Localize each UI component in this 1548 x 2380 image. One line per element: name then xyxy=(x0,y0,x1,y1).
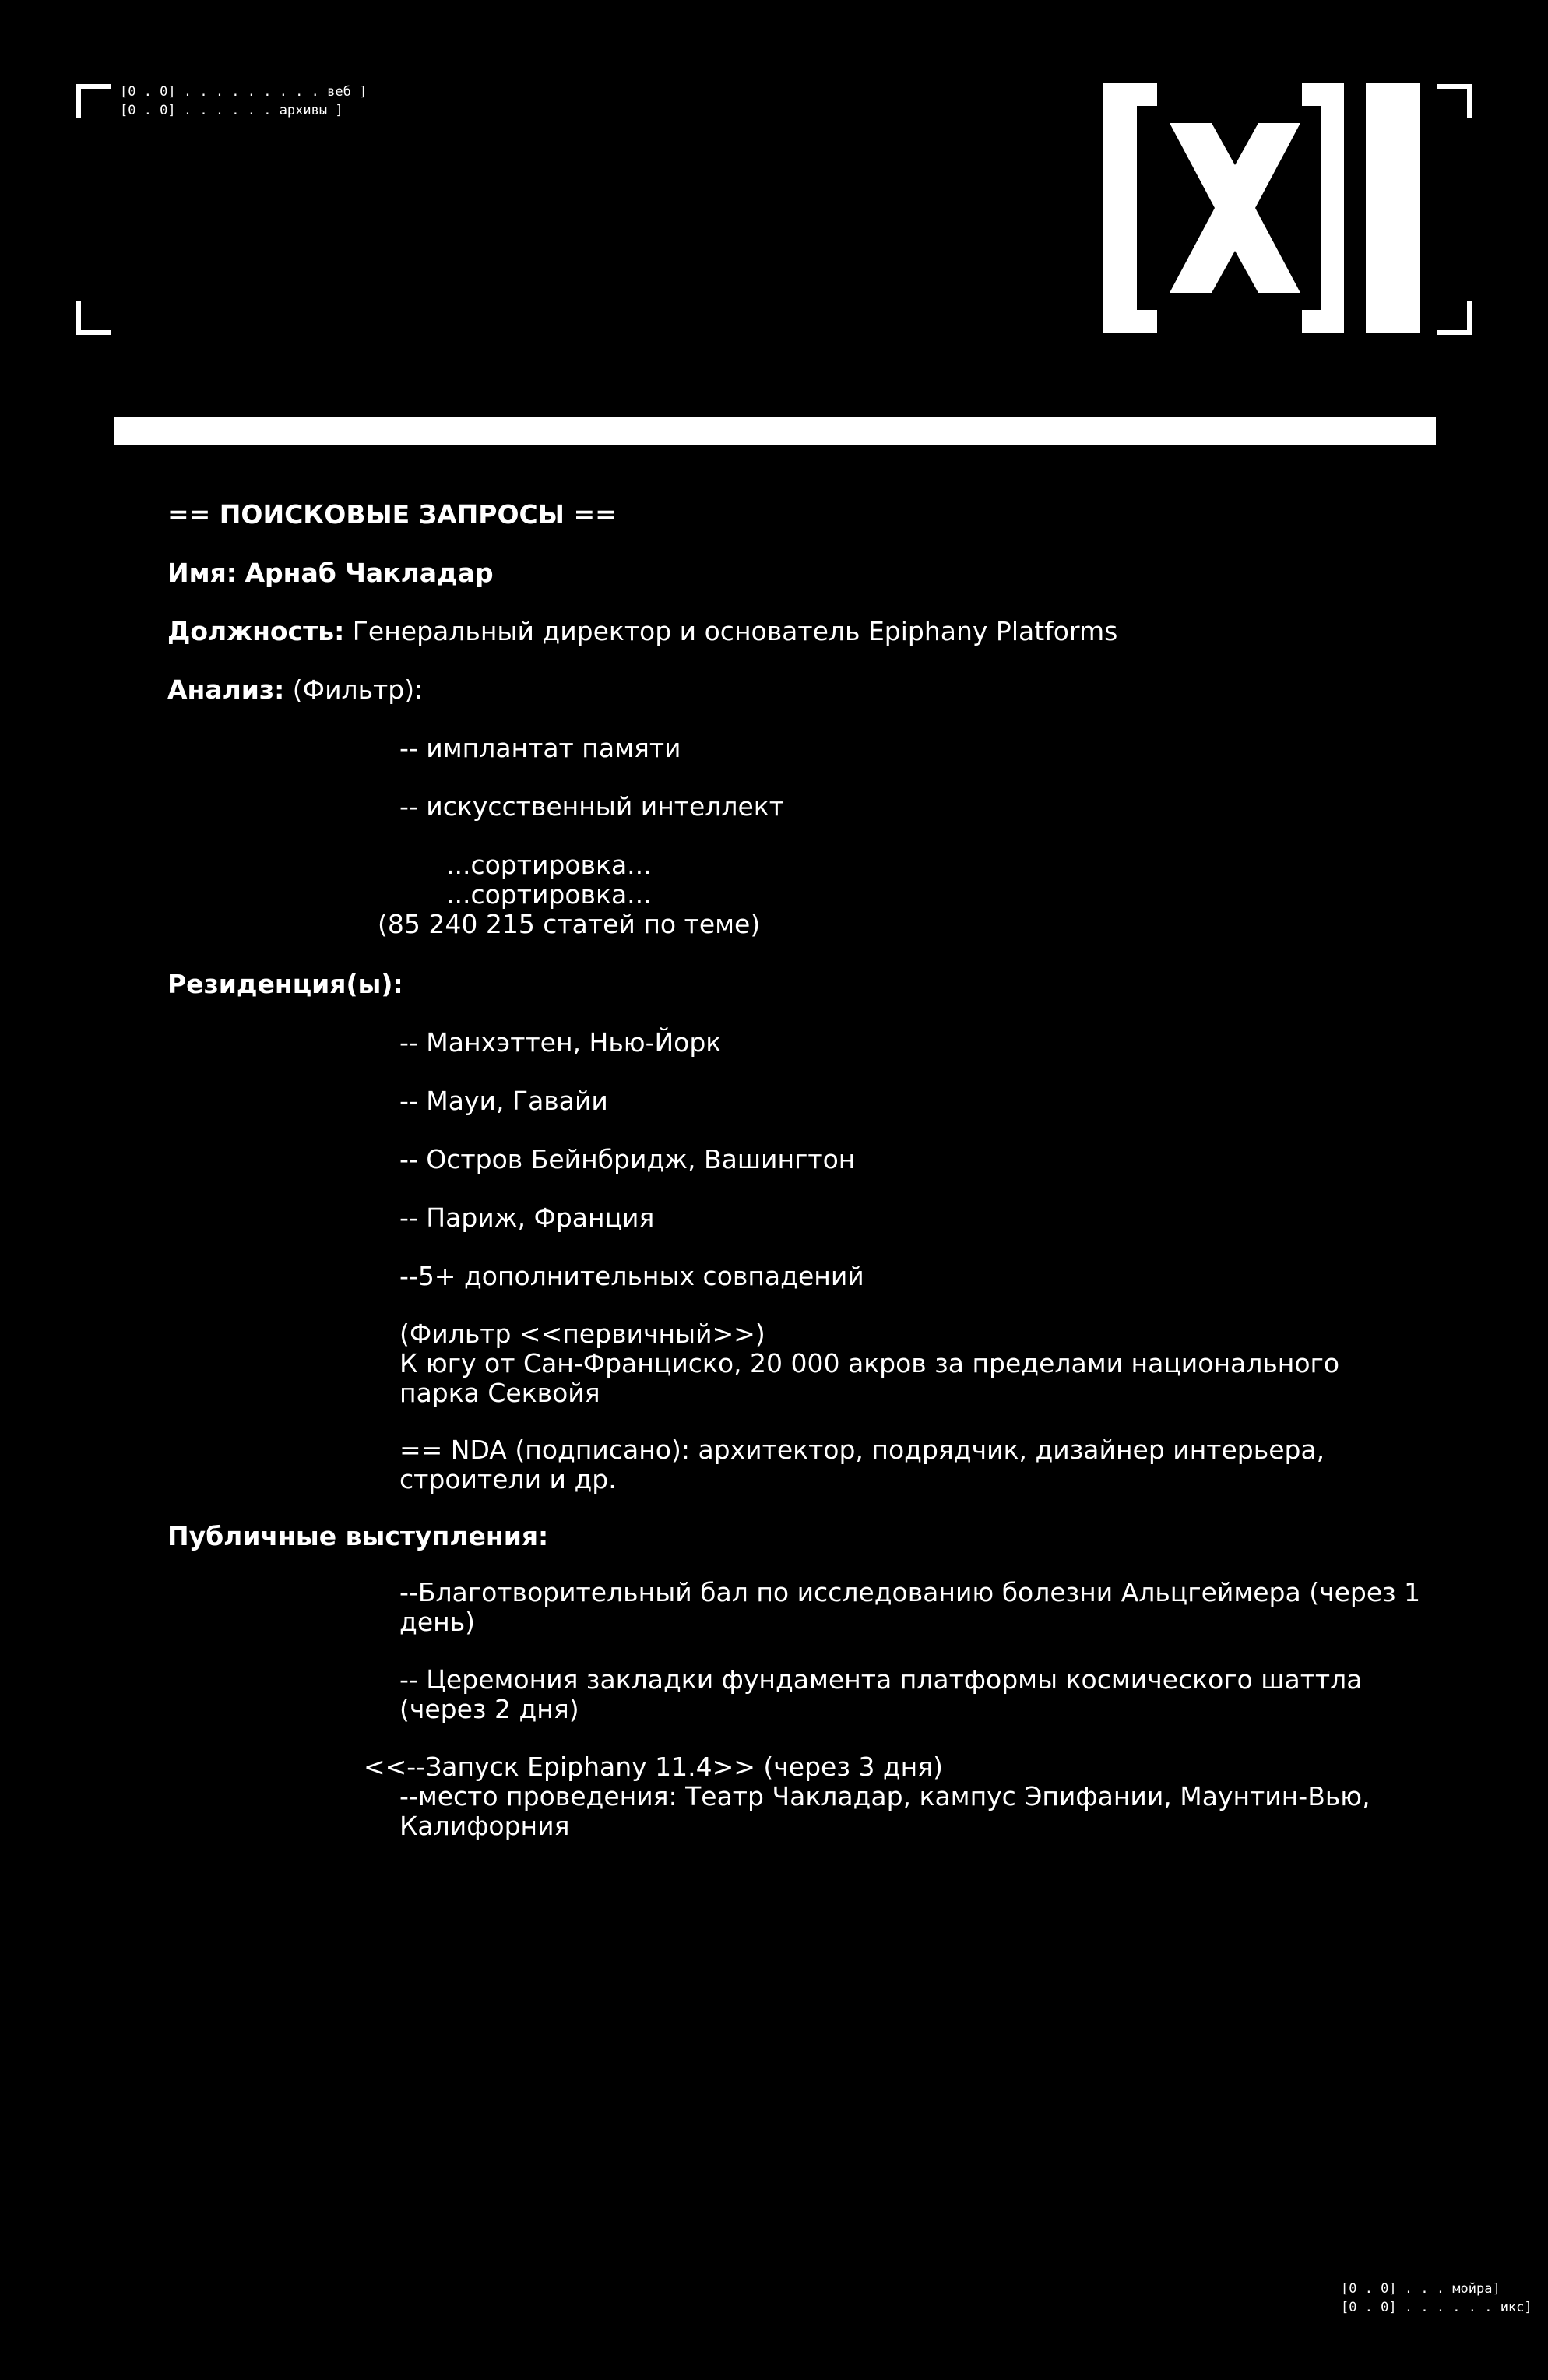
venue-line: Калифорния xyxy=(399,1811,570,1841)
venue-line: --место проведения: Театр Чакладар, кампус Эпифании, Маунтин-Вью, xyxy=(399,1781,1370,1811)
analysis-row xyxy=(167,675,423,705)
appearance-line: день) xyxy=(399,1607,476,1637)
appearances-label: Публичные выступления: xyxy=(167,1521,549,1551)
frame-corner-bottom-right xyxy=(1437,301,1472,335)
name-value: Арнаб Чакладар xyxy=(245,558,494,588)
position-label: Должность: xyxy=(167,616,345,646)
footer-meta-line: [0 . 0] . . . мойра] xyxy=(1341,2281,1501,2297)
header-divider-bar xyxy=(114,417,1436,445)
residence-item: -- Мауи, Гавайи xyxy=(399,1086,608,1116)
sorting-line: ...сортировка... xyxy=(446,850,652,880)
position-row xyxy=(167,617,1117,646)
footer-meta xyxy=(1341,2280,1532,2317)
appearance-line: --Благотворительный бал по исследованию болезни Альцгеймера (через 1 xyxy=(399,1577,1421,1607)
primary-line: парка Секвойя xyxy=(399,1378,600,1408)
sorting-line: ...сортировка... xyxy=(446,879,652,910)
frame-corner-bottom-left xyxy=(76,301,111,335)
nda-line: строители и др. xyxy=(399,1464,617,1495)
header-meta xyxy=(120,83,367,120)
footer-meta-line: [0 . 0] . . . . . . икс] xyxy=(1341,2300,1532,2315)
x-bracket-logo-icon xyxy=(1103,83,1420,333)
document-title: == ПОИСКОВЫЕ ЗАПРОСЫ == xyxy=(167,499,617,530)
nda-line: == NDA (подписано): архитектор, подрядчик, дизайнер интерьера, xyxy=(399,1435,1325,1465)
analysis-value: (Фильтр): xyxy=(292,674,424,705)
name-row xyxy=(167,558,494,588)
name-label: Имя: xyxy=(167,558,237,588)
appearance-line: -- Церемония закладки фундамента платформы космического шаттла xyxy=(399,1664,1363,1695)
analysis-item: -- имплантат памяти xyxy=(399,733,681,763)
position-value: Генеральный директор и основатель Epiphany Platforms xyxy=(352,616,1118,646)
primary-line: К югу от Сан-Франциско, 20 000 акров за пределами национального xyxy=(399,1348,1340,1378)
analysis-label: Анализ: xyxy=(167,674,285,705)
launch-line: <<--Запуск Epiphany 11.4>> (через 3 дня) xyxy=(364,1752,943,1782)
residence-item: -- Манхэттен, Нью-Йорк xyxy=(399,1027,722,1058)
articles-count: (85 240 215 статей по теме) xyxy=(378,909,761,939)
appearance-line: (через 2 дня) xyxy=(399,1694,579,1724)
frame-corner-top-right xyxy=(1437,84,1472,118)
residence-item: -- Остров Бейнбридж, Вашингтон xyxy=(399,1144,856,1174)
residence-item: --5+ дополнительных совпадений xyxy=(399,1261,864,1291)
analysis-item: -- искусственный интеллект xyxy=(399,791,784,822)
primary-filter: (Фильтр <<первичный>>) xyxy=(399,1319,765,1349)
residence-item: -- Париж, Франция xyxy=(399,1202,655,1233)
residences-label: Резиденция(ы): xyxy=(167,969,403,999)
frame-corner-top-left xyxy=(76,84,111,118)
header-meta-line: [0 . 0] . . . . . . архивы ] xyxy=(120,103,343,118)
header-meta-line: [0 . 0] . . . . . . . . . веб ] xyxy=(120,84,368,100)
